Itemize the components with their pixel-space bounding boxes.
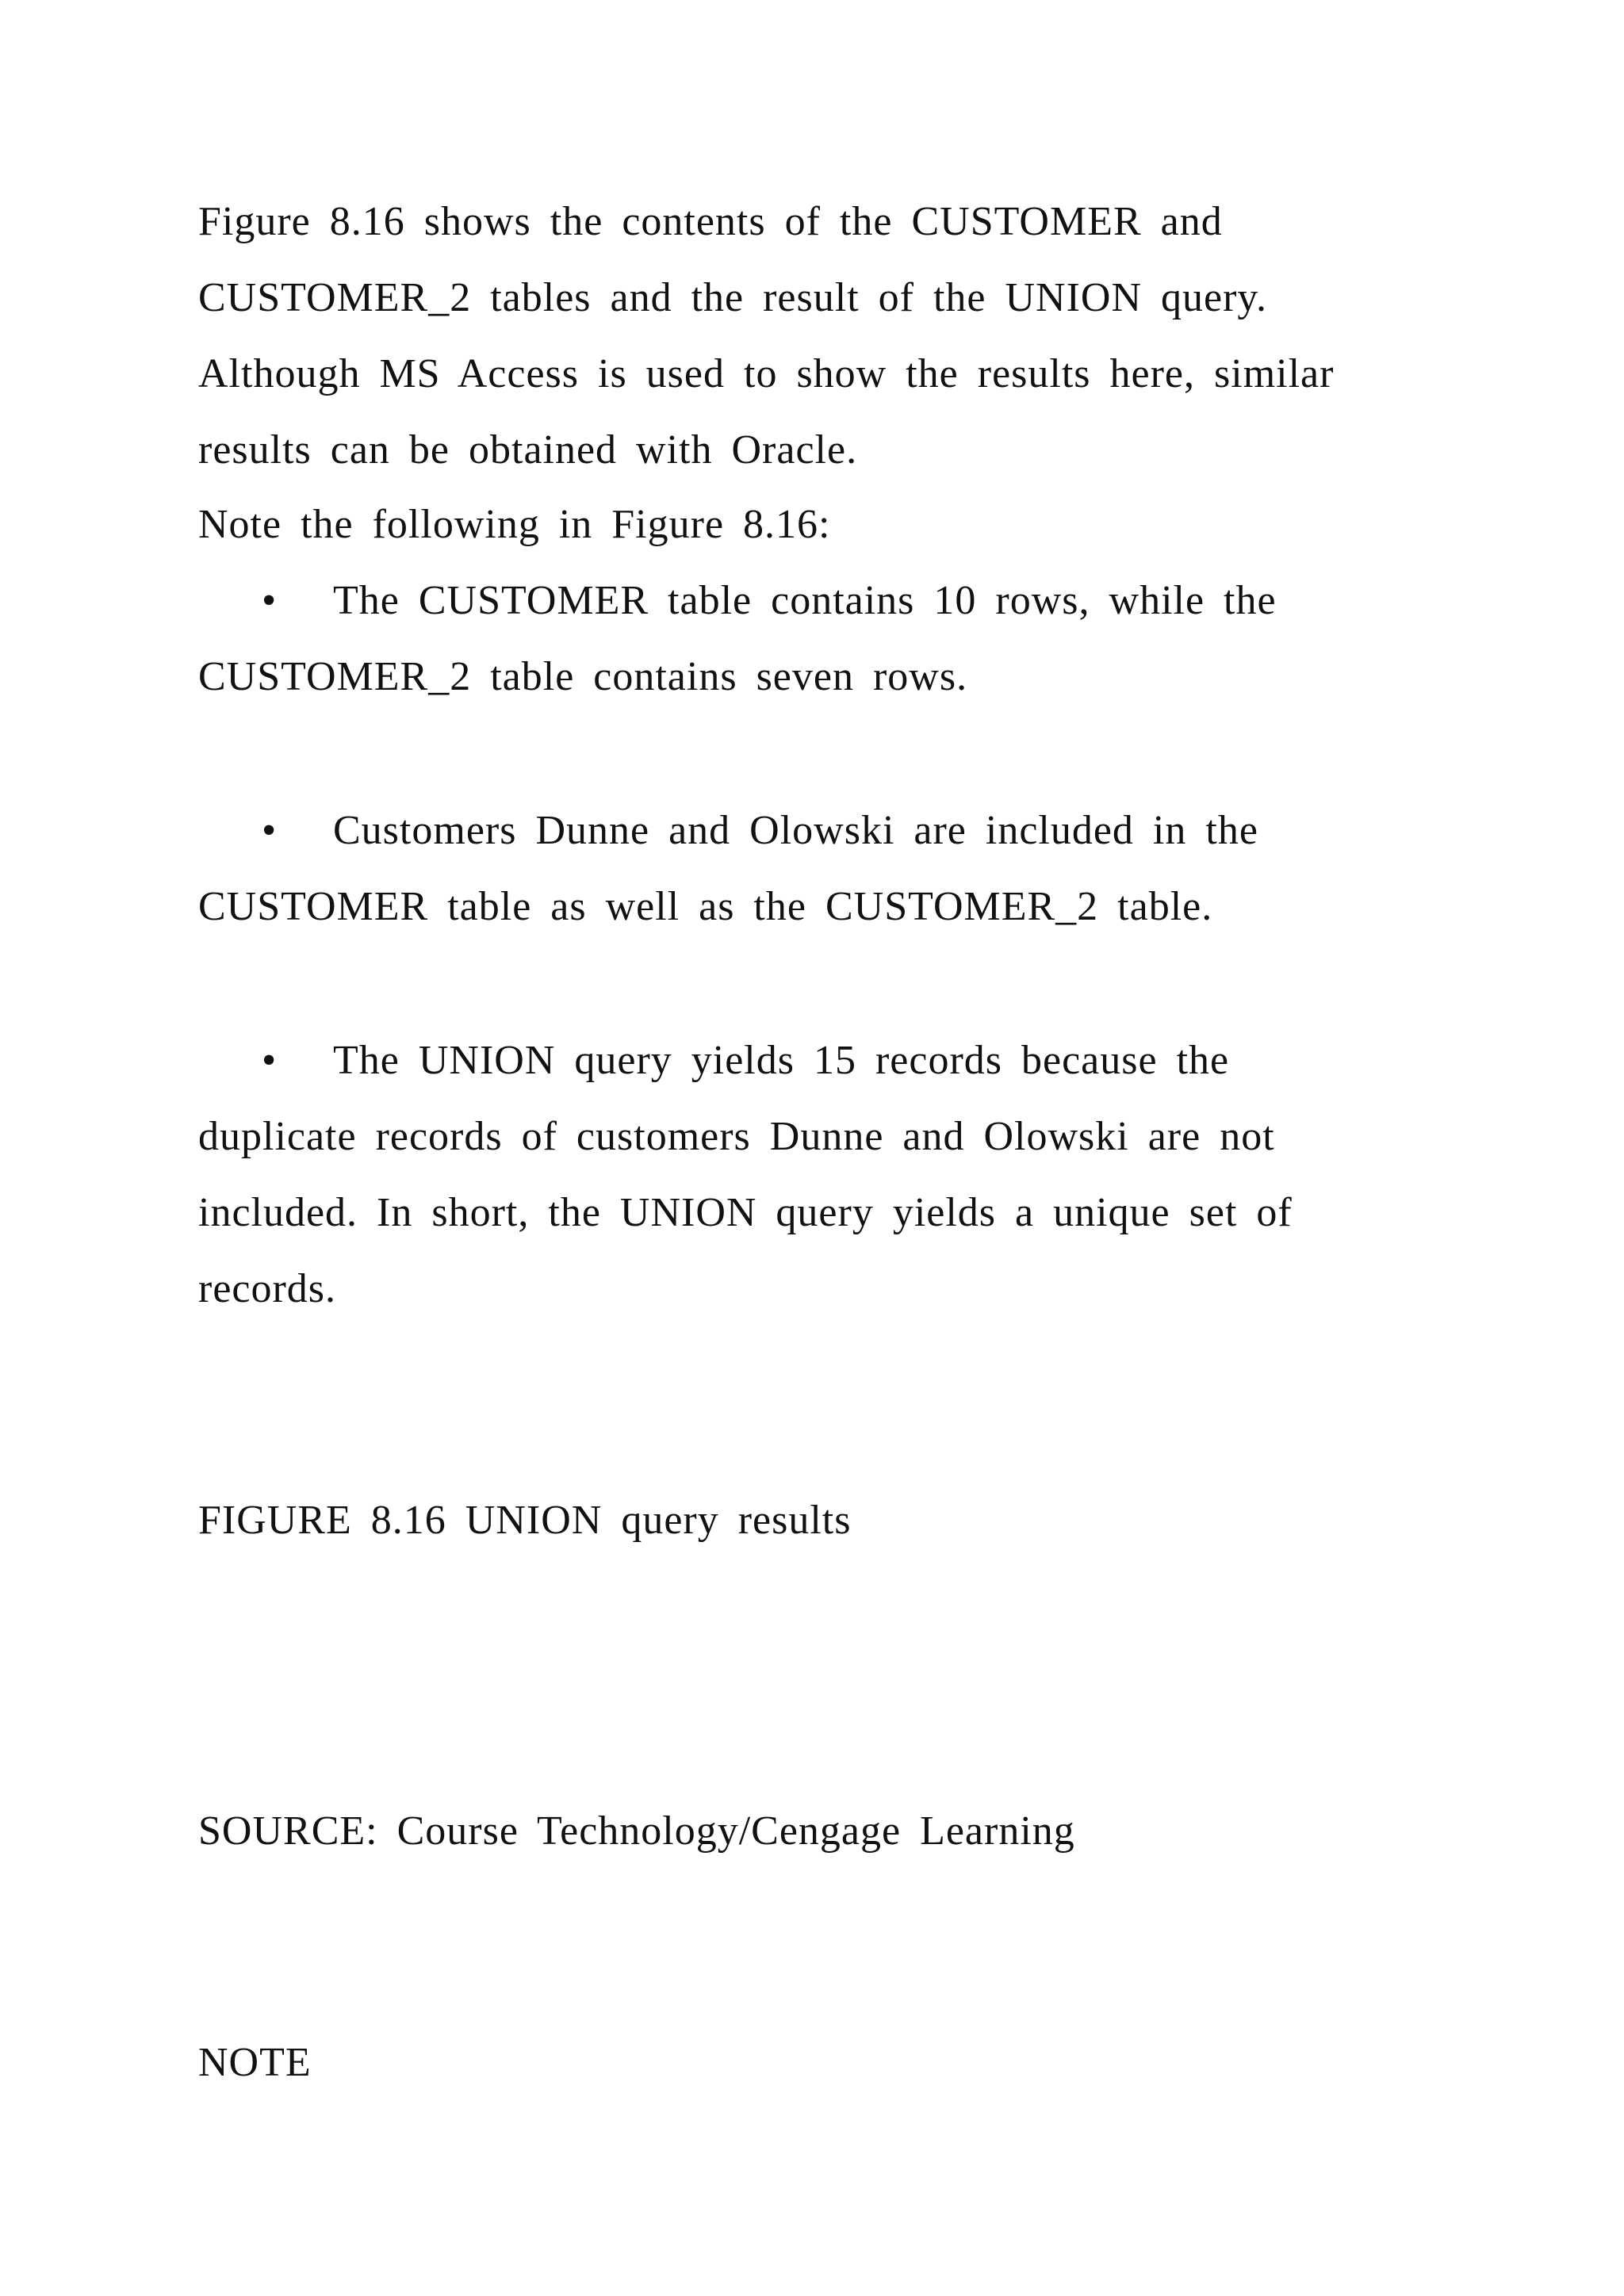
intro-line-3: Although MS Access is used to show the results here, similar [198,351,1335,396]
bullet-2-continuation-1: CUSTOMER table as well as the CUSTOMER_2 table. [198,884,1213,929]
figure-source: SOURCE: Course Technology/Cengage Learning [198,1808,1075,1854]
bullet-3-continuation-3: records. [198,1266,337,1311]
intro-line-4: results can be obtained with Oracle. [198,427,858,473]
bullet-3-text: The UNION query yields 15 records because the [333,1038,1230,1083]
bullet-3-continuation-1: duplicate records of customers Dunne and Olowski are not [198,1114,1275,1159]
bullet-3-continuation-2: included. In short, the UNION query yields a unique set of [198,1190,1293,1235]
note-heading: NOTE [198,2040,312,2085]
intro-line-2: CUSTOMER_2 tables and the result of the UNION query. [198,275,1268,320]
intro-line-1: Figure 8.16 shows the contents of the CUSTOMER and [198,199,1223,244]
bullet-2-text: Customers Dunne and Olowski are included in the [333,808,1258,853]
note-following-line: Note the following in Figure 8.16: [198,502,831,547]
bullet-1-text: The CUSTOMER table contains 10 rows, while the [333,578,1277,623]
bullet-3-mark: • [262,1038,277,1083]
bullet-2-mark: • [262,808,277,853]
bullet-1-continuation-1: CUSTOMER_2 table contains seven rows. [198,654,968,699]
bullet-1-mark: • [262,578,277,623]
figure-caption: FIGURE 8.16 UNION query results [198,1498,852,1543]
